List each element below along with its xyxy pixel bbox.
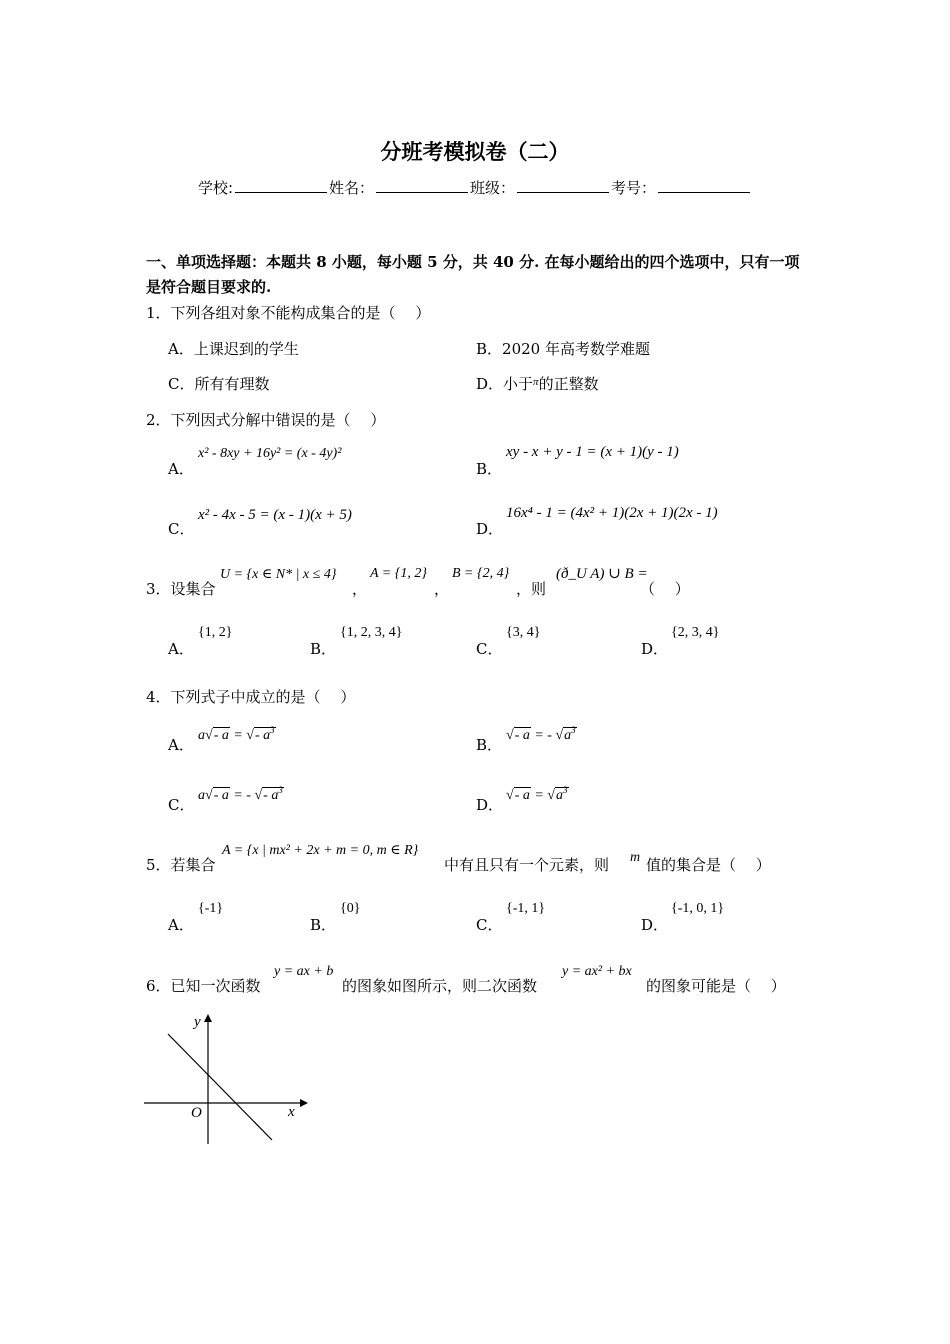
q2-option-d-label[interactable]: D． <box>476 520 504 538</box>
q5-option-a: {-1} <box>198 901 224 916</box>
q2-option-c-label[interactable]: C． <box>168 520 195 538</box>
q4-option-d-formula: √- $a = √a^3$ <box>506 785 568 803</box>
q4-option-b-formula: √- a = - $√a^3$ <box>506 725 576 743</box>
q5-option-c: {-1, 1} <box>506 901 546 916</box>
q5-set-formula: A = {x | mx² + 2x + m = 0, m ∈ R} <box>222 843 419 858</box>
q5-option-d: {-1, 0, 1} <box>671 901 725 916</box>
q2-option-a-formula: x² - 8xy + 16y² = (x - 4y)² <box>198 446 342 461</box>
q4-option-d-label[interactable]: D． <box>476 796 504 814</box>
question-6-stem-mid: 的图象如图所示，则二次函数 <box>342 977 538 995</box>
q1-option-c[interactable]: C．所有有理数 <box>168 375 270 393</box>
section-heading: 一、单项选择题：本题共 8 小题，每小题 5 分，共 40 分. 在每小题给出的四个选项中，只有一项是符合题目要求的. <box>146 253 800 296</box>
q5-option-b-label[interactable]: B． <box>310 916 337 934</box>
class-label: 班级： <box>470 179 516 197</box>
question-5-stem-mid: 中有且只有一个元素，则 <box>444 856 610 874</box>
q3-option-d: {2, 3, 4} <box>671 625 720 640</box>
q2-option-c-formula: x² - 4x - 5 = (x - 1)(x + 5) <box>198 507 352 523</box>
name-blank[interactable] <box>376 178 468 193</box>
q3-comma-1: ， <box>352 580 368 598</box>
number-blank[interactable] <box>658 178 750 193</box>
q1-option-a[interactable]: A．上课迟到的学生 <box>168 340 299 358</box>
q1-option-b[interactable]: B．2020 年高考数学难题 <box>476 340 650 358</box>
q5-option-c-label[interactable]: C． <box>476 916 503 934</box>
q3-set-A: A = {1, 2} <box>370 566 427 581</box>
q3-option-b: {1, 2, 3, 4} <box>340 625 403 640</box>
school-blank[interactable] <box>235 178 327 193</box>
y-axis-arrow <box>204 1014 212 1022</box>
q5-option-a-label[interactable]: A． <box>168 916 194 934</box>
q2-option-b-label[interactable]: B． <box>476 460 503 478</box>
q6-linear-function: y = ax + b <box>274 964 334 979</box>
question-2-stem: 2．下列因式分解中错误的是（ ） <box>146 411 386 429</box>
q3-option-c: {3, 4} <box>506 625 541 640</box>
q4-option-c-formula: a√- a = - √- $a^3$ <box>198 785 283 803</box>
q3-expression: (ð_U A) ∪ B = <box>556 566 648 582</box>
class-blank[interactable] <box>517 178 609 193</box>
q4-option-a-label[interactable]: A． <box>168 736 194 754</box>
question-1-stem: 1．下列各组对象不能构成集合的是（ ） <box>146 304 431 322</box>
q3-set-U: U = {x ∈ N* | x ≤ 4} <box>220 567 337 582</box>
q4-option-b-label[interactable]: B． <box>476 736 503 754</box>
q3-option-d-label[interactable]: D． <box>641 640 669 658</box>
page-title: 分班考模拟卷（二） <box>380 139 570 164</box>
question-3-stem-prefix: 3．设集合 <box>146 580 216 598</box>
linear-function-line <box>168 1034 272 1140</box>
q3-option-a: {1, 2} <box>198 625 233 640</box>
y-axis-label: y <box>194 1014 201 1030</box>
q5-option-b: {0} <box>340 901 361 916</box>
number-label: 考号： <box>611 179 657 197</box>
question-5-stem-post: 值的集合是（ ） <box>646 856 771 874</box>
q3-option-c-label[interactable]: C． <box>476 640 503 658</box>
q3-then: ，则 <box>516 580 547 598</box>
student-info-line <box>0 177 950 198</box>
q2-option-d-formula: 16x⁴ - 1 = (4x² + 1)(2x + 1)(2x - 1) <box>506 505 718 521</box>
q6-quadratic-function: y = ax² + bx <box>562 964 632 979</box>
school-label: 学校: <box>197 179 233 197</box>
question-4-stem: 4．下列式子中成立的是（ ） <box>146 688 356 706</box>
q4-option-a-formula: a√- a = √- $a^3$ <box>198 725 275 743</box>
x-axis-label: x <box>288 1104 295 1120</box>
q3-paren: （ ） <box>640 580 690 598</box>
q3-comma-2: ， <box>434 580 450 598</box>
q4-option-c-label[interactable]: C． <box>168 796 195 814</box>
q5-option-d-label[interactable]: D． <box>641 916 669 934</box>
q3-option-a-label[interactable]: A． <box>168 640 194 658</box>
question-5-stem-prefix: 5．若集合 <box>146 856 216 874</box>
q2-option-a-label[interactable]: A． <box>168 460 194 478</box>
origin-label: O <box>191 1105 202 1121</box>
q3-set-B: B = {2, 4} <box>452 566 510 581</box>
question-6-stem-prefix: 6．已知一次函数 <box>146 977 261 995</box>
name-label: 姓名： <box>329 179 375 197</box>
q5-variable-m: m <box>630 850 641 865</box>
x-axis-arrow <box>300 1099 308 1107</box>
q3-option-b-label[interactable]: B． <box>310 640 337 658</box>
q1-option-d[interactable]: D．小于$^\pi$的正整数 <box>476 375 599 393</box>
q6-linear-graph <box>140 1010 310 1150</box>
question-6-stem-post: 的图象可能是（ ） <box>646 977 786 995</box>
q2-option-b-formula: xy - x + y - 1 = (x + 1)(y - 1) <box>506 444 679 460</box>
